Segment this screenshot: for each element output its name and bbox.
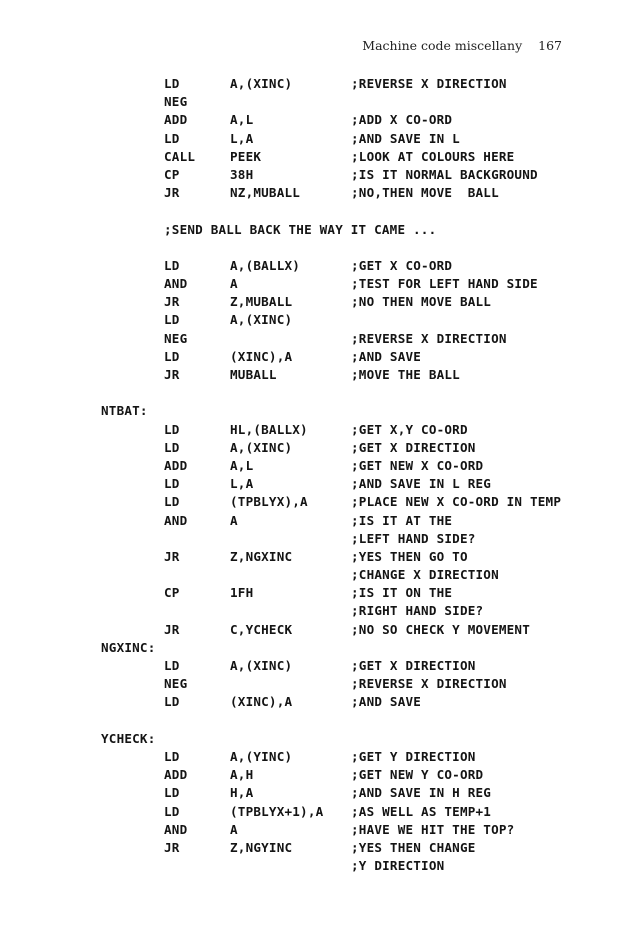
opcode: AND [164,276,188,292]
opcode: NEG [164,676,188,692]
opcode: AND [164,512,188,528]
code-comment: ;NO,THEN MOVE BALL [351,185,499,201]
opcode: NEG [164,330,188,346]
code-listing [0,76,630,876]
instruction-line [0,131,630,149]
opcode: LD [164,476,180,492]
opcode: LD [164,312,180,328]
operand: (XINC),A [230,694,293,710]
operand: A,H [230,767,254,783]
opcode: LD [164,421,180,437]
operand: A,(XINC) [230,76,293,91]
operand: 38H [230,166,254,182]
opcode: LD [164,76,180,91]
operand: HL,(BALLX) [230,421,308,437]
code-comment: ;IS IT NORMAL BACKGROUND [351,166,538,182]
comment-line [0,222,630,240]
instruction-line [0,804,630,822]
code-comment: ;LOOK AT COLOURS HERE [351,148,515,164]
operand: L,A [230,476,254,492]
instruction-line [0,494,630,512]
instruction-line [0,76,630,94]
code-comment: ;GET NEW X CO-ORD [351,457,484,473]
opcode: NEG [164,94,188,110]
opcode: LD [164,257,180,273]
page-header [362,38,562,53]
code-comment: ;AND SAVE IN L [351,130,460,146]
instruction-line [0,749,630,767]
opcode: LD [164,785,180,801]
operand: (XINC),A [230,348,293,364]
running-title: Machine code miscellany [362,38,523,53]
instruction-line [0,312,630,330]
operand: (TPBLYX+1),A [230,803,324,819]
operand: A [230,821,238,837]
code-comment: ;GET NEW Y CO-ORD [351,767,484,783]
operand: NZ,MUBALL [230,185,301,201]
operand: A,(BALLX) [230,257,301,273]
opcode: CP [164,585,180,601]
operand: A [230,276,238,292]
operand: A,(XINC) [230,439,293,455]
blank-line [0,240,630,258]
instruction-line [0,622,630,640]
opcode: LD [164,494,180,510]
instruction-line [0,94,630,112]
code-comment: ;YES THEN CHANGE [351,839,476,855]
code-comment: ;NO SO CHECK Y MOVEMENT [351,621,530,637]
operand: H,A [230,785,254,801]
code-comment: ;REVERSE X DIRECTION [351,676,507,692]
instruction-line [0,149,630,167]
code-comment: ;GET X CO-ORD [351,257,453,273]
operand: (TPBLYX),A [230,494,308,510]
opcode: LD [164,348,180,364]
instruction-line [0,476,630,494]
opcode: ADD [164,457,188,473]
instruction-line [0,694,630,712]
operand: A [230,512,238,528]
instruction-line [0,858,630,876]
instruction-line [0,440,630,458]
blank-line [0,203,630,221]
instruction-line [0,367,630,385]
code-comment: ;CHANGE X DIRECTION [351,567,499,583]
blank-line [0,713,630,731]
operand: C,YCHECK [230,621,293,637]
opcode: JR [164,185,180,201]
instruction-line [0,294,630,312]
opcode: LD [164,803,180,819]
instruction-line [0,567,630,585]
opcode: ADD [164,767,188,783]
operand: L,A [230,130,254,146]
instruction-line [0,458,630,476]
code-comment: ;NO THEN MOVE BALL [351,294,492,310]
opcode: AND [164,821,188,837]
instruction-line [0,167,630,185]
operand: A,(XINC) [230,658,293,673]
opcode: JR [164,621,180,637]
instruction-line [0,513,630,531]
operand: Z,NGYINC [230,839,293,855]
instruction-line [0,767,630,785]
code-comment: ;GET X DIRECTION [351,658,476,673]
code-comment: ;ADD X CO-ORD [351,112,453,128]
code-comment: ;AND SAVE [351,348,422,364]
instruction-line [0,549,630,567]
opcode: LD [164,694,180,710]
operand: 1FH [230,585,254,601]
code-comment: ;YES THEN GO TO [351,548,468,564]
instruction-line [0,422,630,440]
code-comment: ;AND SAVE IN L REG [351,476,492,492]
code-comment: ;REVERSE X DIRECTION [351,76,507,91]
instruction-line [0,603,630,621]
operand: A,(XINC) [230,312,293,328]
opcode: CP [164,166,180,182]
instruction-line [0,258,630,276]
instruction-line [0,185,630,203]
operand: A,L [230,457,254,473]
blank-line [0,385,630,403]
code-comment: ;IS IT AT THE [351,512,453,528]
instruction-line [0,840,630,858]
opcode: LD [164,658,180,673]
code-comment: ;GET X,Y CO-ORD [351,421,468,437]
code-comment: ;MOVE THE BALL [351,367,460,382]
operand: A,L [230,112,254,128]
instruction-line [0,585,630,603]
operand: A,(YINC) [230,748,293,764]
code-comment: ;AND SAVE IN H REG [351,785,492,801]
opcode: JR [164,367,180,382]
code-comment: ;LEFT HAND SIDE? [351,530,476,546]
code-label-line [0,403,630,421]
instruction-line [0,112,630,130]
code-comment: ;TEST FOR LEFT HAND SIDE [351,276,538,292]
opcode: LD [164,130,180,146]
code-comment: ;Y DIRECTION [351,858,445,874]
instruction-line [0,658,630,676]
instruction-line [0,276,630,294]
code-comment: ;PLACE NEW X CO-ORD IN TEMP [351,494,562,510]
page-number: 167 [538,38,562,53]
code-comment: ;REVERSE X DIRECTION [351,330,507,346]
code-comment: ;GET Y DIRECTION [351,748,476,764]
operand: Z,NGXINC [230,548,293,564]
code-comment: ;AS WELL AS TEMP+1 [351,803,492,819]
code-label: NTBAT: [101,403,148,419]
opcode: JR [164,294,180,310]
instruction-line [0,331,630,349]
operand: PEEK [230,148,262,164]
operand: Z,MUBALL [230,294,293,310]
code-comment: ;HAVE WE HIT THE TOP? [351,821,515,837]
code-label: NGXINC: [101,639,156,655]
instruction-line [0,676,630,694]
code-label-line [0,640,630,658]
code-comment: ;SEND BALL BACK THE WAY IT CAME ... [164,221,437,237]
code-comment: ;IS IT ON THE [351,585,453,601]
opcode: JR [164,548,180,564]
operand: MUBALL [230,367,277,382]
code-comment: ;AND SAVE [351,694,422,710]
instruction-line [0,349,630,367]
instruction-line [0,822,630,840]
code-label-line [0,731,630,749]
code-comment: ;RIGHT HAND SIDE? [351,603,484,619]
opcode: ADD [164,112,188,128]
code-comment: ;GET X DIRECTION [351,439,476,455]
code-label: YCHECK: [101,730,156,746]
opcode: JR [164,839,180,855]
opcode: LD [164,439,180,455]
opcode: LD [164,748,180,764]
instruction-line [0,785,630,803]
opcode: CALL [164,148,196,164]
instruction-line [0,531,630,549]
